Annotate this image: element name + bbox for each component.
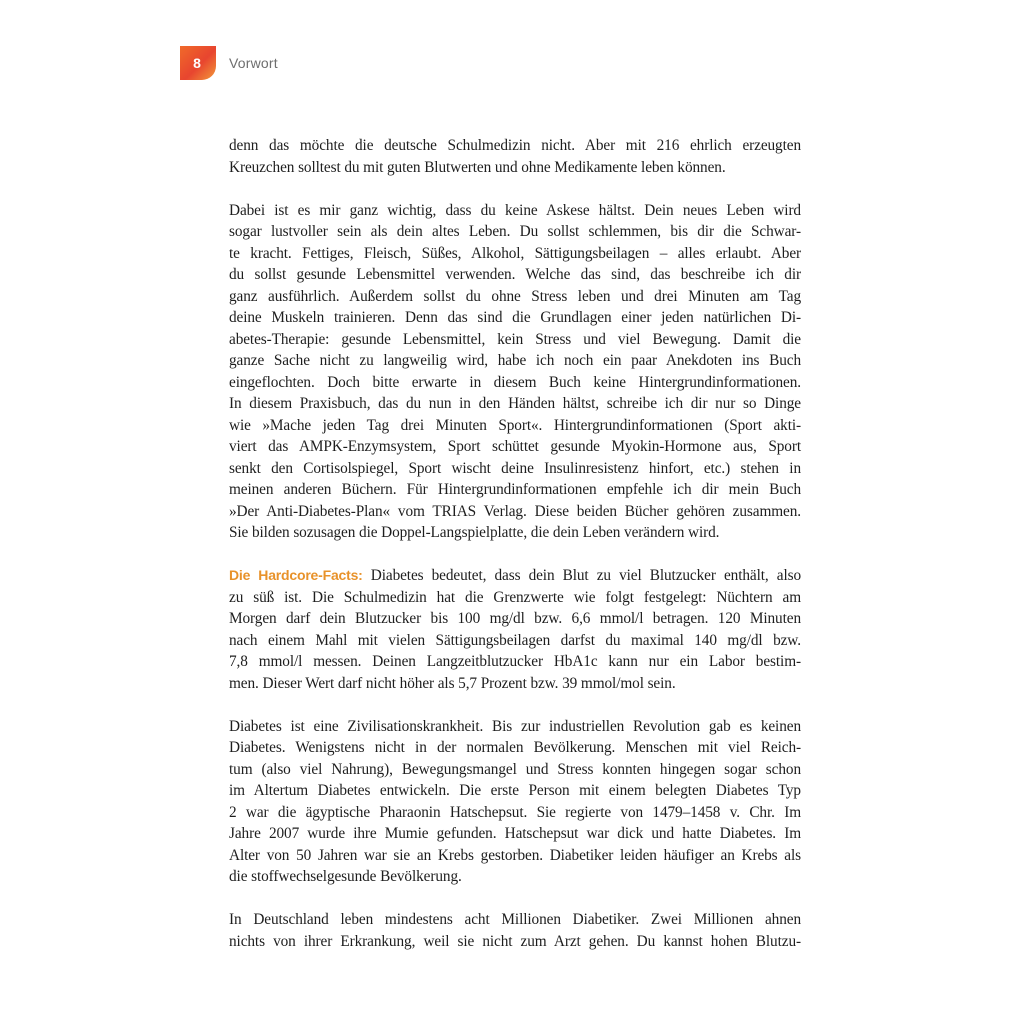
text-line: Kreuzchen solltest du mit guten Blutwerten und ohne Medikamente leben können.: [229, 158, 726, 176]
text-line: Alter von 50 Jahren war sie an Krebs gestorben. Diabetiker leiden häufiger an Krebs als: [229, 846, 801, 864]
text-line: Dabei ist es mir ganz wichtig, dass du keine Askese hältst. Dein neues Leben wird: [229, 201, 801, 219]
text-line: Diabetes ist eine Zivilisationskrankheit. Bis zur industriellen Revolution gab es keinen: [229, 717, 801, 735]
paragraph-1: [229, 135, 801, 178]
text-line: ganz ausführlich. Außerdem sollst du ohne Stress leben und drei Minuten am Tag: [229, 287, 801, 305]
text-line: viert das AMPK-Enzymsystem, Sport schüttet gesunde Myokin-Hormone aus, Sport: [229, 438, 801, 455]
page-number-tab: [180, 46, 216, 80]
text-line: senkt den Cortisolspiegel, Sport wischt deine Insulinresistenz hinfort, etc.) stehen in: [229, 459, 801, 477]
text-line: du sollst gesunde Lebensmittel verwenden. Welche das sind, das beschreibe ich dir: [229, 266, 801, 283]
text-line: die stoffwechselgesunde Bevölkerung.: [229, 868, 462, 885]
text-line: nach einem Mahl mit vielen Sättigungsbeilagen darfst du maximal 140 mg/dl bzw.: [229, 631, 801, 649]
text-line: meinen anderen Büchern. Für Hintergrundinformationen empfehle ich dir mein Buch: [229, 481, 801, 498]
text-line: Diabetes. Wenigstens nicht in der normalen Bevölkerung. Menschen mit viel Reich-: [229, 739, 801, 756]
text-line: nichts von ihrer Erkrankung, weil sie nicht zum Arzt gehen. Du kannst hohen Blutzu-: [229, 932, 801, 950]
text-line: wie »Mache jeden Tag drei Minuten Sport«. Hintergrundinformationen (Sport akti-: [229, 416, 801, 434]
paragraph-2: [229, 200, 801, 544]
text-line: In diesem Praxisbuch, das du nun in den Händen hältst, schreibe ich dir nur so Dinge: [229, 395, 801, 412]
paragraph-4: [229, 716, 801, 888]
text-column: [229, 135, 801, 974]
paragraph-5: [229, 909, 801, 952]
text-line: im Altertum Diabetes entwickeln. Die erste Person mit einem belegten Diabetes Typ: [229, 782, 801, 799]
page-header: [180, 46, 278, 80]
text-line: In Deutschland leben mindestens acht Millionen Diabetiker. Zwei Millionen ahnen: [229, 911, 801, 928]
text-line: »Der Anti-Diabetes-Plan« vom TRIAS Verlag. Diese beiden Bücher gehören zusammen.: [229, 502, 801, 520]
text-line: abetes-Therapie: gesunde Lebensmittel, kein Stress und viel Bewegung. Damit die: [229, 330, 801, 348]
text-line: tum (also viel Nahrung), Bewegungsmangel und Stress konnten hingegen sogar schon: [229, 760, 801, 778]
running-head: Vorwort: [229, 55, 278, 71]
text-line: 2 war die ägyptische Pharaonin Hatschepsut. Sie regierte von 1479–1458 v. Chr. Im: [229, 803, 801, 821]
text-line: Morgen darf dein Blutzucker bis 100 mg/dl bzw. 6,6 mmol/l betragen. 120 Minuten: [229, 610, 801, 627]
text-line: zu süß ist. Die Schulmedizin hat die Grenzwerte wie folgt festgelegt: Nüchtern am: [229, 588, 801, 606]
text-line: men. Dieser Wert darf nicht höher als 5,7 Prozent bzw. 39 mmol/mol sein.: [229, 674, 676, 692]
text-line: sogar lustvoller sein als dein altes Leben. Du sollst schlemmen, bis dir die Schwar-: [229, 223, 801, 240]
text-line: te kracht. Fettiges, Fleisch, Süßes, Alkohol, Sättigungsbeilagen – alles erlaubt. Aber: [229, 244, 801, 262]
text-line: [229, 565, 801, 587]
text-line: Sie bilden sozusagen die Doppel-Langspielplatte, die dein Leben verändern wird.: [229, 524, 720, 541]
text-line: denn das möchte die deutsche Schulmedizin nicht. Aber mit 216 ehrlich erzeugten: [229, 137, 801, 154]
text-line: 7,8 mmol/l messen. Deinen Langzeitblutzucker HbA1c kann nur ein Labor bestim-: [229, 653, 801, 670]
hardcore-facts-heading: Die Hardcore-Facts:: [229, 567, 363, 583]
text-line: deine Muskeln trainieren. Denn das sind die Grundlagen einer jeden natürlichen Di-: [229, 309, 801, 326]
hardcore-facts-first-line: Diabetes bedeutet, dass dein Blut zu viel Blutzucker enthält, also: [362, 567, 801, 584]
page-number: 8: [193, 55, 201, 71]
text-line: ganze Sache nicht zu langweilig wird, habe ich noch ein paar Anekdoten ins Buch: [229, 352, 801, 369]
text-line: Jahre 2007 wurde ihre Mumie gefunden. Hatschepsut war dick und hatte Diabetes. Im: [229, 825, 801, 842]
text-line: eingeflochten. Doch bitte erwarte in diesem Buch keine Hintergrundinformationen.: [229, 373, 801, 391]
paragraph-hardcore-facts: [229, 565, 801, 694]
